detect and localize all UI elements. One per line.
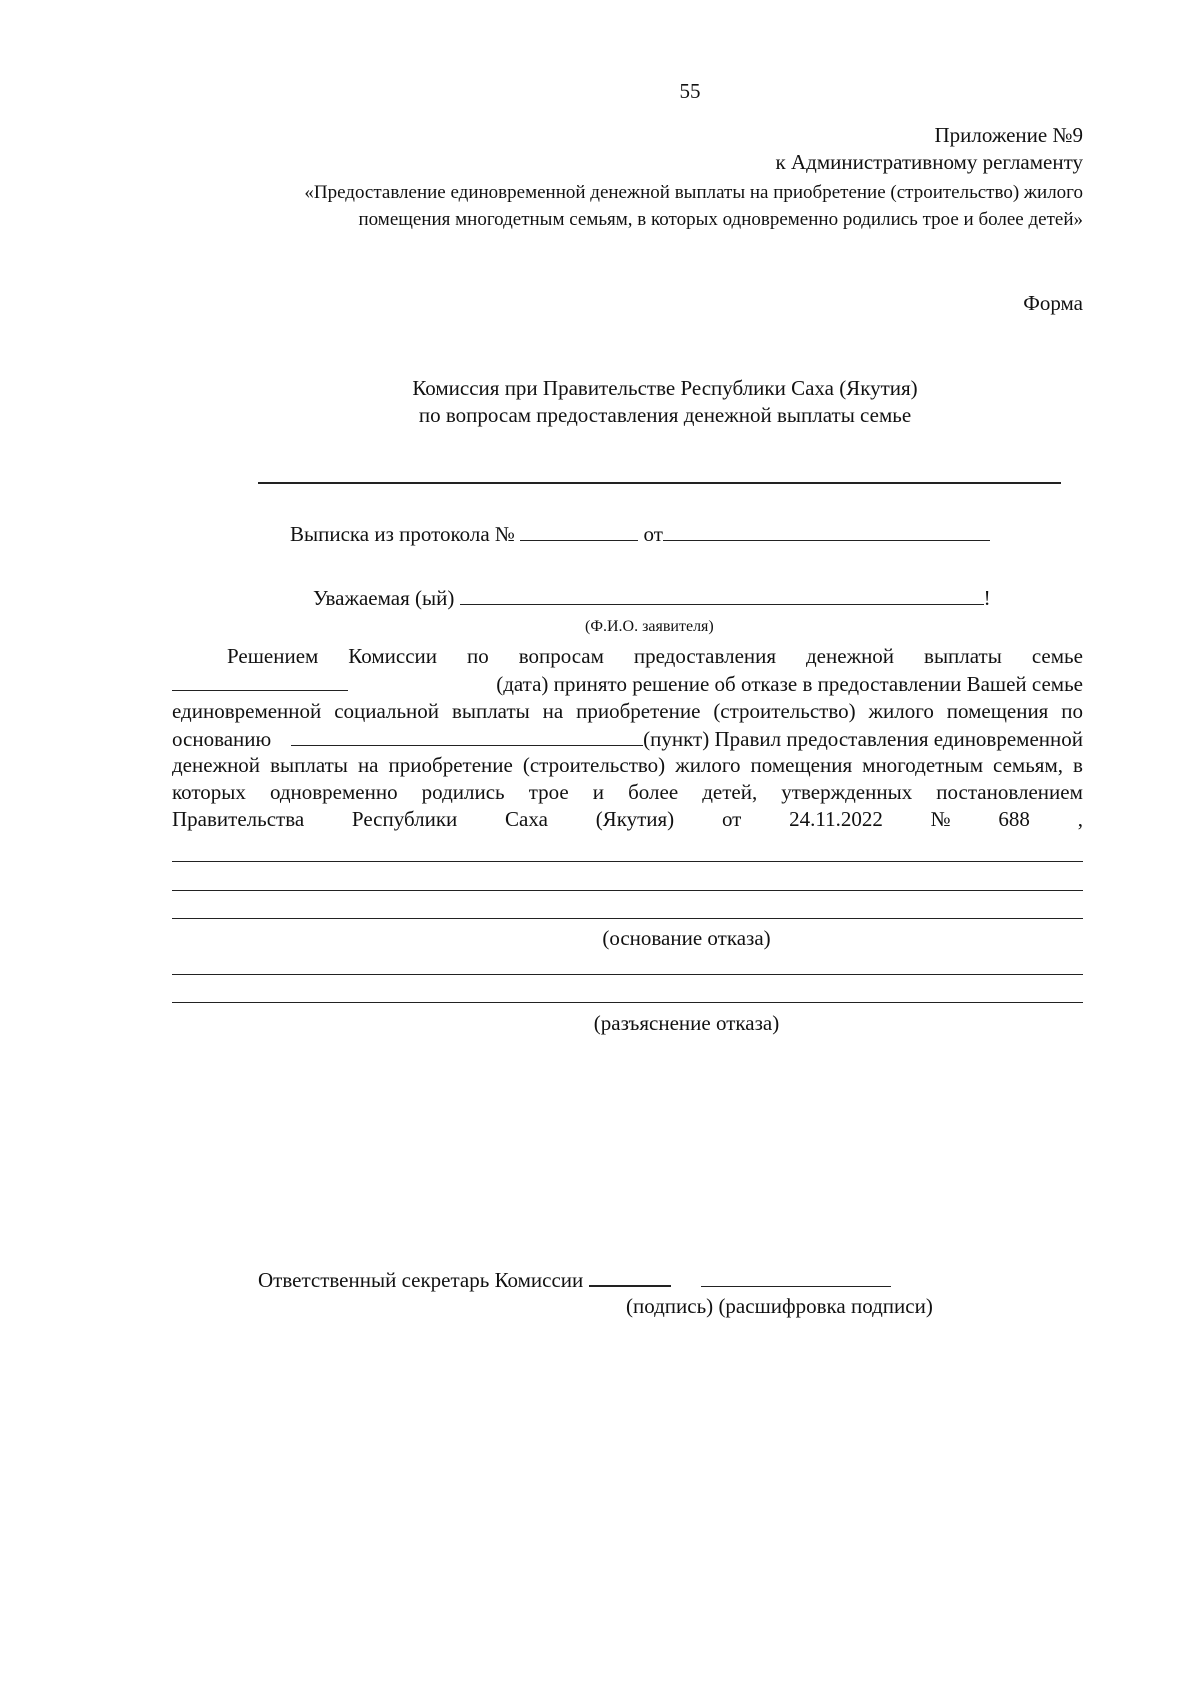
body-word: родились bbox=[421, 780, 505, 804]
body-word: денежной bbox=[806, 644, 895, 668]
body-word: выплаты bbox=[270, 753, 348, 777]
body-word: Саха bbox=[505, 807, 548, 831]
body-line-7 bbox=[172, 806, 1083, 832]
greeting-exclamation: ! bbox=[983, 586, 991, 610]
applicant-name-field[interactable] bbox=[460, 584, 984, 605]
body-word: социальной bbox=[334, 699, 440, 723]
greeting-line bbox=[313, 584, 991, 611]
appendix-regulation: к Административному регламенту bbox=[775, 150, 1083, 174]
body-word: более bbox=[628, 780, 679, 804]
body-word: предоставления bbox=[633, 644, 777, 668]
signature-captions bbox=[626, 1293, 933, 1319]
body-line-1 bbox=[227, 643, 1083, 669]
protocol-extract-line bbox=[290, 520, 990, 547]
page-number: 55 bbox=[679, 79, 701, 103]
body-line-5 bbox=[172, 752, 1083, 778]
body-word: (Якутия) bbox=[595, 807, 675, 831]
body-word: жилого bbox=[675, 753, 741, 777]
basis-word: основанию bbox=[172, 727, 272, 751]
body-word: помещения bbox=[750, 753, 853, 777]
signature-decode-field[interactable] bbox=[701, 1266, 891, 1287]
decision-date-field[interactable] bbox=[172, 670, 348, 691]
applicant-name-caption: (Ф.И.О. заявителя) bbox=[585, 618, 714, 635]
rule-point-field[interactable] bbox=[291, 725, 643, 746]
body-word: (строительство) bbox=[522, 753, 666, 777]
commission-divider bbox=[258, 482, 1061, 484]
body-word: № bbox=[930, 807, 951, 831]
appendix-service-line-2: помещения многодетным семьям, в которых одновременно родились трое и более детей» bbox=[358, 209, 1083, 230]
body-word: , bbox=[1077, 807, 1083, 831]
body-word: приобретение bbox=[388, 753, 513, 777]
body-word: Республики bbox=[351, 807, 458, 831]
body-line-6 bbox=[172, 779, 1083, 805]
body-word: семьям, bbox=[993, 753, 1063, 777]
refusal-basis-line-1[interactable] bbox=[172, 861, 1083, 862]
protocol-number-field[interactable] bbox=[520, 520, 638, 541]
body-word: которых bbox=[172, 780, 246, 804]
body-word: многодетным bbox=[862, 753, 983, 777]
refusal-explanation-line-1[interactable] bbox=[172, 974, 1083, 975]
body-word: на bbox=[357, 753, 379, 777]
body-line-3 bbox=[172, 698, 1083, 724]
appendix-service-line-1: «Предоставление единовременной денежной выплаты на приобретение (строительство) жилого bbox=[304, 182, 1083, 203]
body-line-4 bbox=[172, 725, 1083, 752]
body-word: 688 bbox=[998, 807, 1030, 831]
body-word: (строительство) bbox=[713, 699, 856, 723]
body-word: Комиссии bbox=[348, 644, 437, 668]
protocol-extract-prefix: Выписка из протокола № bbox=[290, 522, 515, 546]
refusal-basis-line-3[interactable] bbox=[172, 918, 1083, 919]
body-word: одновременно bbox=[269, 780, 398, 804]
body-word: помещения bbox=[946, 699, 1049, 723]
refusal-basis-caption: (основание отказа) bbox=[602, 926, 771, 950]
body-word: постановлением bbox=[936, 780, 1083, 804]
body-line-4-text: (пункт) Правил предоставления единовременной bbox=[643, 727, 1083, 751]
signature-decode-caption: (расшифровка подписи) bbox=[718, 1294, 933, 1318]
protocol-from-word: от bbox=[643, 522, 663, 546]
signature-line bbox=[258, 1265, 891, 1293]
body-word: на bbox=[542, 699, 564, 723]
body-word: вопросам bbox=[518, 644, 604, 668]
body-word: жилого bbox=[868, 699, 934, 723]
refusal-explanation-caption: (разъяснение отказа) bbox=[593, 1011, 780, 1035]
appendix-title: Приложение №9 bbox=[934, 123, 1083, 147]
body-line-2-text: (дата) принято решение об отказе в предоставлении Вашей семье bbox=[496, 672, 1083, 696]
body-word: единовременной bbox=[172, 699, 322, 723]
signature-caption: (подпись) bbox=[626, 1294, 714, 1318]
body-word: и bbox=[592, 780, 605, 804]
commission-title-line-1: Комиссия при Правительстве Республики Саха (Якутия) bbox=[412, 376, 918, 400]
body-word: детей, bbox=[702, 780, 758, 804]
body-word: выплаты bbox=[924, 644, 1002, 668]
body-line-2 bbox=[172, 670, 1083, 697]
signature-field[interactable] bbox=[589, 1265, 671, 1287]
body-word: денежной bbox=[172, 753, 261, 777]
body-word: Правительства bbox=[172, 807, 305, 831]
form-label: Форма bbox=[1023, 291, 1083, 315]
body-word: 24.11.2022 bbox=[789, 807, 883, 831]
refusal-basis-line-2[interactable] bbox=[172, 890, 1083, 891]
protocol-date-field[interactable] bbox=[663, 520, 990, 541]
body-word: выплаты bbox=[451, 699, 530, 723]
body-word: утвержденных bbox=[781, 780, 913, 804]
signature-label: Ответственный секретарь Комиссии bbox=[258, 1268, 584, 1292]
body-word: трое bbox=[528, 780, 569, 804]
body-word: в bbox=[1073, 753, 1083, 777]
refusal-explanation-line-2[interactable] bbox=[172, 1002, 1083, 1003]
body-word: Решением bbox=[227, 644, 319, 668]
body-word: по bbox=[466, 644, 489, 668]
commission-title-line-2: по вопросам предоставления денежной выплаты семье bbox=[418, 403, 912, 427]
body-word: семье bbox=[1031, 644, 1083, 668]
body-word: по bbox=[1061, 699, 1083, 723]
body-word: от bbox=[721, 807, 742, 831]
greeting-prefix: Уважаемая (ый) bbox=[313, 586, 455, 610]
body-word: приобретение bbox=[576, 699, 701, 723]
